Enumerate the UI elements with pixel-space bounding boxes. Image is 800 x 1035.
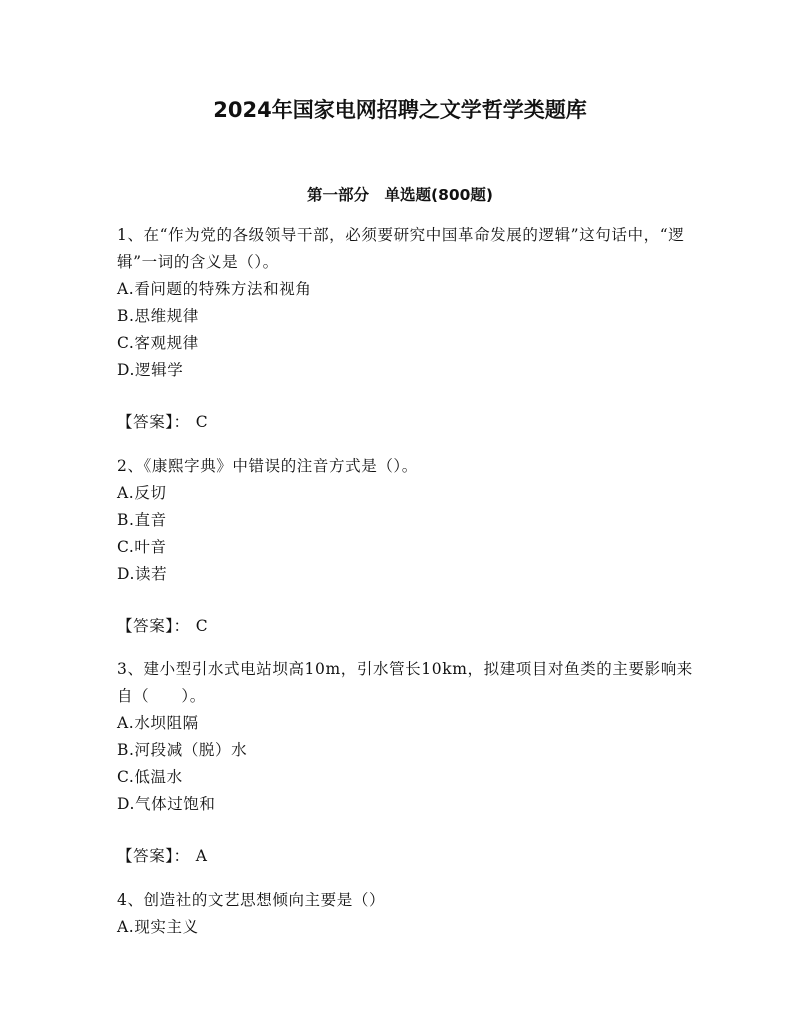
option-d: D.读若 xyxy=(117,565,168,583)
option-a: A.反切 xyxy=(117,484,167,502)
answer-line xyxy=(117,613,697,640)
answer-label: 【答案】： xyxy=(117,617,190,635)
question-stem: 1、在“作为党的各级领导干部，必须要研究中国革命发展的逻辑”这句话中，“逻辑”一词的含义是（）。 xyxy=(117,226,685,271)
question-3 xyxy=(117,656,697,870)
section-title: 第一部分 单选题(800题) xyxy=(306,186,494,204)
answer-line xyxy=(117,843,697,870)
answer-label: 【答案】： xyxy=(117,413,190,431)
option-d: D.气体过饱和 xyxy=(117,795,216,813)
option-c: C.低温水 xyxy=(117,768,183,786)
option-a: A.看问题的特殊方法和视角 xyxy=(117,280,312,298)
answer-value: C xyxy=(195,413,209,431)
answer-value: A xyxy=(195,847,208,865)
question-stem: 2、《康熙字典》中错误的注音方式是（）。 xyxy=(117,457,418,475)
option-a: A.现实主义 xyxy=(117,918,199,936)
question-stem: 3、建小型引水式电站坝高10m，引水管长10km，拟建项目对鱼类的主要影响来自（ ）。 xyxy=(117,660,693,705)
answer-value: C xyxy=(195,617,209,635)
page-title: 2024年国家电网招聘之文学哲学类题库 xyxy=(213,98,587,122)
answer-label: 【答案】： xyxy=(117,847,190,865)
option-a: A.水坝阻隔 xyxy=(117,714,199,732)
option-b: B.思维规律 xyxy=(117,307,199,325)
option-c: C.客观规律 xyxy=(117,334,199,352)
option-b: B.直音 xyxy=(117,511,167,529)
option-b: B.河段减（脱）水 xyxy=(117,741,248,759)
question-1 xyxy=(117,222,697,436)
question-2 xyxy=(117,453,697,640)
option-d: D.逻辑学 xyxy=(117,361,184,379)
question-stem: 4、创造社的文艺思想倾向主要是（） xyxy=(117,891,386,909)
answer-line xyxy=(117,409,697,436)
question-4 xyxy=(117,887,697,941)
option-c: C.叶音 xyxy=(117,538,167,556)
